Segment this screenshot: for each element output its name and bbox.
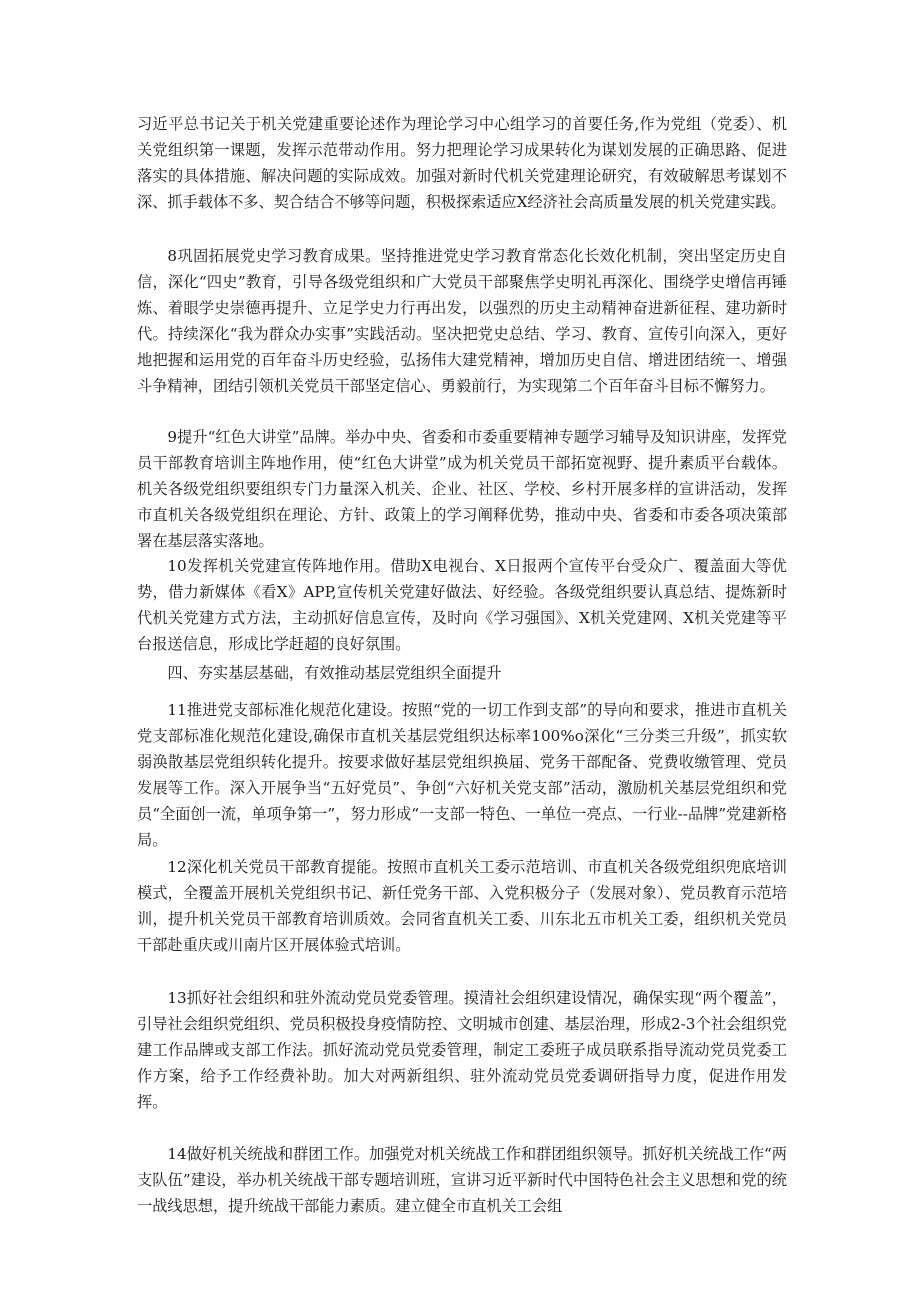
paragraph-8: 14做好机关统战和群团工作。加强党对机关统战工作和群团组织领导。抓好机关统战工作“两支队伍”建设，举办机关统战干部专题培训班，宣讲习近平新时代中国特色社会主义思想和党的统一战线思想，提升统战干部能力素质。建立健全市直机关工会组 [137, 1145, 787, 1215]
paragraph-7: 13抓好社会组织和驻外流动党员党委管理。摸清社会组织建设情况，确保实现“两个覆盖”，引导社会组织党组织、党员积极投身疫情防控、文明城市创建、基层治理，形成2-3个社会组织党建工作品牌或支部工作法。抓好流动党员党委管理，制定工委班子成员联系指导流动党员党委工作方案，给予工作经费补助。加大对两新组织、驻外流动党员党委调研指导力度，促进作用发挥。 [137, 989, 787, 1111]
paragraph-5: 11推进党支部标准化规范化建设。按照“党的一切工作到支部”的导向和要求，推进市直机关党支部标准化规范化建设,确保市直机关基层党组织达标率100%o深化“三分类三升级”，抓实软弱涣散基层党组织转化提升。按要求做好基层党组织换届、党务干部配备、党费收缴管理、党员发展等工作。深入开展争当“五好党员”、争创“六好机关党支部”活动，激励机关基层党组织和党员“全面创一流，单项争第一”，努力形成“一支部一特色、一单位一亮点、一行业--品牌”党建新格局。 [137, 701, 787, 849]
section-heading: 四、夯实基层基础，有效推动基层党组织全面提升 [167, 664, 502, 682]
paragraph-2: 8巩固拓展党史学习教育成果。坚持推进党史学习教育常态化长效化机制，突出坚定历史自信，深化“四史”教育，引导各级党组织和广大党员干部聚焦学史明礼再深化、围绕学史增信再锤炼、着眼学史崇德再提升、立足学史力行再出发，以强烈的历史主动精神奋进新征程、建功新时代。持续深化“我为群众办实事”实践活动。坚决把党史总结、学习、教育、宣传引向深入，更好地把握和运用党的百年奋斗历史经验，弘扬伟大建党精神，增加历史自信、增进团结统一、增强斗争精神，团结引领机关党员干部坚定信心、勇毅前行，为实现第二个百年奋斗目标不懈努力。 [137, 247, 787, 395]
paragraph-4: 10发挥机关党建宣传阵地作用。借助X电视台、X日报两个宣传平台受众广、覆盖面大等优势，借力新媒体《看X》APP,宣传机关党建好做法、好经验。各级党组织要认真总结、提炼新时代机关党建方式方法，主动抓好信息宣传，及时向《学习强国》、X机关党建网、X机关党建等平台报送信息，形成比学赶超的良好氛围。 [137, 557, 787, 653]
paragraph-6: 12深化机关党员干部教育提能。按照市直机关工委示范培训、市直机关各级党组织兜底培训模式，全覆盖开展机关党组织书记、新任党务干部、入党积极分子（发展对象）、党员教育示范培训，提升机关党员干部教育培训质效。会同省直机关工委、川东北五市机关工委，组织机关党员干部赴重庆或川南片区开展体验式培训。 [137, 858, 787, 954]
paragraph-3: 9提升“红色大讲堂”品牌。举办中央、省委和市委重要精神专题学习辅导及知识讲座，发挥党员干部教育培训主阵地作用，使“红色大讲堂”成为机关党员干部拓宽视野、提升素质平台载体。机关各级党组织要组织专门力量深入机关、企业、社区、学校、乡村开展多样的宣讲活动，发挥市直机关各级党组织在理论、方针、政策上的学习阐释优势，推动中央、省委和市委各项决策部署在基层落实落地。 [137, 428, 787, 550]
paragraph-1: 习近平总书记关于机关党建重要论述作为理论学习中心组学习的首要任务,作为党组（党委）、机关党组织第一课题，发挥示范带动作用。努力把理论学习成果转化为谋划发展的正确思路、促进落实的具体措施、解决问题的实际成效。加强对新时代机关党建理论研究，有效破解思考谋划不深、抓手载体不多、契合结合不够等问题，积极探索适应X经济社会高质量发展的机关党建实践。 [137, 115, 787, 211]
